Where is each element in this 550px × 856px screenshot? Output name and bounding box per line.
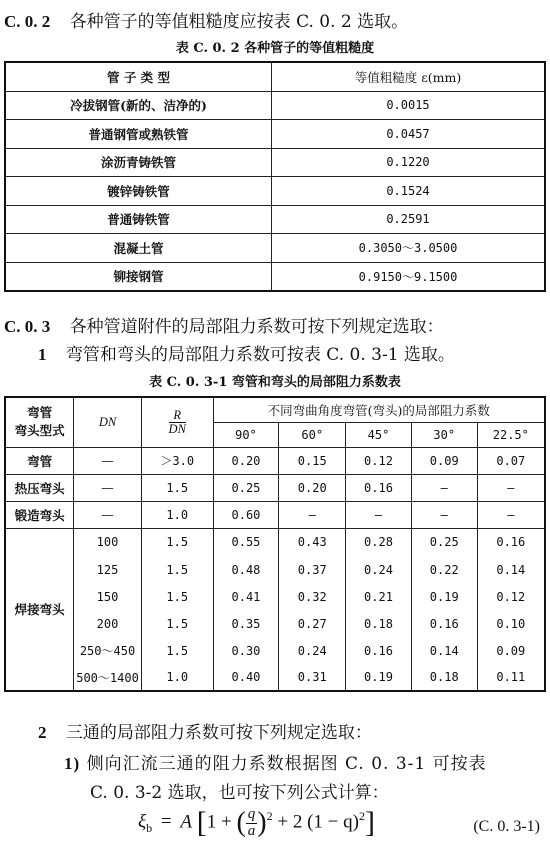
formula-bracket-close: ]: [364, 806, 375, 839]
formula-plus: +: [220, 811, 232, 833]
value-cell: —: [279, 501, 346, 528]
ratio-cell: 1.5: [141, 528, 213, 556]
ratio-denominator: DN: [168, 421, 186, 436]
value-cell: 0.40: [213, 664, 279, 691]
table-row: [5, 205, 545, 234]
section-c02: [4, 7, 408, 32]
item-text: 三通的局部阻力系数可按下列规定选取：: [65, 723, 372, 743]
table-row: [5, 664, 545, 691]
angle-header: 60°: [279, 422, 346, 447]
value-cell: 0.16: [477, 528, 545, 556]
value-cell: 0.31: [279, 664, 346, 691]
value-cell: —: [346, 501, 412, 528]
formula-plus: +: [277, 811, 289, 833]
corner-header: [5, 397, 74, 447]
formula-c031: [138, 806, 375, 850]
table-row: [5, 474, 545, 501]
value-cell: 0.24: [279, 637, 346, 664]
bend-type-cell: 热压弯头: [5, 474, 74, 501]
roughness-cell: 0.1524: [272, 177, 546, 206]
ratio-cell: 1.5: [141, 556, 213, 583]
dn-cell: 200: [74, 610, 142, 637]
table-row: [5, 148, 545, 177]
value-cell: 0.12: [477, 583, 545, 610]
formula-equals: =: [160, 811, 172, 833]
value-cell: 0.18: [346, 610, 412, 637]
ratio-cell: 1.5: [141, 474, 213, 501]
value-cell: 0.09: [411, 447, 477, 474]
dn-cell: —: [74, 474, 142, 501]
table-row: [5, 528, 545, 556]
formula-paren-close: ): [257, 807, 267, 838]
formula-coefficient: A: [180, 811, 192, 833]
formula-lhs: ξ: [138, 811, 147, 833]
item-text-line2: C. 0. 3-2 选取，也可按下列公式计算：: [90, 783, 389, 803]
formula-fraction-numerator: q: [247, 805, 256, 822]
table-row: [5, 583, 545, 610]
pipe-type-cell: 混凝土管: [5, 234, 272, 263]
value-cell: —: [477, 501, 545, 528]
table-row: [5, 177, 545, 206]
table-row: [5, 556, 545, 583]
value-cell: 0.10: [477, 610, 545, 637]
value-cell: 0.16: [346, 637, 412, 664]
value-cell: 0.15: [279, 447, 346, 474]
table1-caption: 表 C. 0. 2 各种管子的等值粗糙度: [175, 41, 375, 56]
dn-cell: —: [74, 447, 142, 474]
column-group-header: 不同弯曲角度弯管(弯头)的局部阻力系数: [213, 397, 545, 422]
roughness-cell: 0.0457: [272, 120, 546, 149]
value-cell: 0.19: [411, 583, 477, 610]
table-header-row: [5, 62, 545, 91]
formula-one: 1: [206, 811, 217, 833]
table-row: [5, 262, 545, 291]
table-row: [5, 120, 545, 149]
angle-header: 22.5°: [477, 422, 545, 447]
value-cell: 0.55: [213, 528, 279, 556]
column-header-roughness: 等值粗糙度 ε(mm): [272, 62, 546, 91]
value-cell: 0.21: [346, 583, 412, 610]
value-cell: 0.12: [346, 447, 412, 474]
value-cell: 0.60: [213, 501, 279, 528]
ratio-cell: 1.0: [141, 501, 213, 528]
value-cell: 0.14: [477, 556, 545, 583]
table-row: [5, 610, 545, 637]
item-text-line1: 侧向汇流三通的阻力系数根据图 C. 0. 3-1 可按表: [86, 754, 487, 774]
pipe-type-cell: 普通钢管或熟铁管: [5, 120, 272, 149]
ratio-cell: 1.5: [141, 610, 213, 637]
dn-cell: 250～450: [74, 637, 142, 664]
bend-type-cell: 弯管: [5, 447, 74, 474]
value-cell: 0.07: [477, 447, 545, 474]
column-header-dn: DN: [74, 397, 142, 447]
value-cell: 0.09: [477, 637, 545, 664]
value-cell: 0.11: [477, 664, 545, 691]
column-header-pipe-type: 管 子 类 型: [5, 62, 272, 91]
formula-bracket-open: [: [196, 806, 207, 839]
section-text: 各种管道附件的局部阻力系数可按下列规定选取：: [69, 317, 444, 337]
value-cell: 0.37: [279, 556, 346, 583]
formula-two: 2: [292, 811, 303, 833]
pipe-type-cell: 冷拔钢管(新的、洁净的): [5, 91, 272, 120]
value-cell: 0.43: [279, 528, 346, 556]
item-2-1: [64, 749, 487, 774]
value-cell: 0.16: [346, 474, 412, 501]
ratio-cell: 1.5: [141, 637, 213, 664]
value-cell: 0.32: [279, 583, 346, 610]
dn-cell: 500～1400: [74, 664, 142, 691]
formula-paren-open: (: [236, 807, 246, 838]
dn-cell: 100: [74, 528, 142, 556]
corner-top-label: 弯管: [27, 404, 53, 420]
value-cell: 0.24: [346, 556, 412, 583]
table2-caption: 表 C. 0. 3-1 弯管和弯头的局部阻力系数表: [149, 375, 401, 390]
section-c03: [4, 312, 444, 337]
formula-exponent: 2: [358, 809, 365, 824]
angle-header: 30°: [411, 422, 477, 447]
table-row: [5, 637, 545, 664]
roughness-cell: 0.9150～9.1500: [272, 262, 546, 291]
roughness-cell: 0.2591: [272, 205, 546, 234]
table-row: [5, 91, 545, 120]
roughness-table: [4, 61, 546, 292]
value-cell: 0.20: [213, 447, 279, 474]
formula-fraction-denominator: a: [247, 822, 256, 839]
angle-header: 90°: [213, 422, 279, 447]
value-cell: 0.14: [411, 637, 477, 664]
bend-resistance-table: [4, 396, 546, 692]
roughness-cell: 0.0015: [272, 91, 546, 120]
column-header-ratio: [141, 397, 213, 447]
item-number: 1: [38, 345, 47, 364]
value-cell: —: [477, 474, 545, 501]
corner-bottom-label: 弯头型式: [14, 423, 65, 439]
value-cell: 0.28: [346, 528, 412, 556]
pipe-type-cell: 镀锌铸铁管: [5, 177, 272, 206]
ratio-fraction: [169, 409, 186, 436]
pipe-type-cell: 涂沥青铸铁管: [5, 148, 272, 177]
item-1: [38, 340, 455, 365]
formula-fraction: [246, 807, 258, 840]
table-header-row: [5, 397, 545, 422]
dn-cell: —: [74, 501, 142, 528]
item-text: 弯管和弯头的局部阻力系数可按表 C. 0. 3-1 选取。: [65, 345, 455, 365]
pipe-type-cell: 普通铸铁管: [5, 205, 272, 234]
value-cell: 0.25: [411, 528, 477, 556]
section-text: 各种管子的等值粗糙度应按表 C. 0. 2 选取。: [69, 12, 409, 32]
angle-header: 45°: [346, 422, 412, 447]
item-number: 1): [64, 754, 81, 773]
value-cell: 0.19: [346, 664, 412, 691]
dn-cell: 125: [74, 556, 142, 583]
formula-term: (1 − q): [307, 811, 359, 833]
ratio-cell: 1.5: [141, 583, 213, 610]
pipe-type-cell: 铆接钢管: [5, 262, 272, 291]
value-cell: 0.41: [213, 583, 279, 610]
roughness-cell: 0.1220: [272, 148, 546, 177]
welded-bend-label: 焊接弯头: [5, 528, 74, 691]
formula-subscript: b: [146, 821, 153, 836]
item-number: 2: [38, 723, 47, 742]
roughness-cell: 0.3050～3.0500: [272, 234, 546, 263]
ratio-numerator: R: [169, 409, 186, 423]
table-row: [5, 234, 545, 263]
section-number: C. 0. 3: [4, 317, 51, 336]
value-cell: 0.16: [411, 610, 477, 637]
dn-cell: 150: [74, 583, 142, 610]
value-cell: —: [411, 474, 477, 501]
value-cell: 0.27: [279, 610, 346, 637]
section-number: C. 0. 2: [4, 12, 51, 31]
table-row: [5, 501, 545, 528]
value-cell: 0.25: [213, 474, 279, 501]
value-cell: 0.48: [213, 556, 279, 583]
bend-type-cell: 锻造弯头: [5, 501, 74, 528]
value-cell: 0.18: [411, 664, 477, 691]
table-row: [5, 447, 545, 474]
value-cell: 0.20: [279, 474, 346, 501]
value-cell: 0.22: [411, 556, 477, 583]
value-cell: —: [411, 501, 477, 528]
value-cell: 0.30: [213, 637, 279, 664]
ratio-cell: ＞3.0: [141, 447, 213, 474]
value-cell: 0.35: [213, 610, 279, 637]
ratio-cell: 1.0: [141, 664, 213, 691]
formula-label: (C. 0. 3-1): [473, 818, 540, 835]
formula-exponent: 2: [266, 809, 273, 824]
item-2: [38, 718, 372, 743]
